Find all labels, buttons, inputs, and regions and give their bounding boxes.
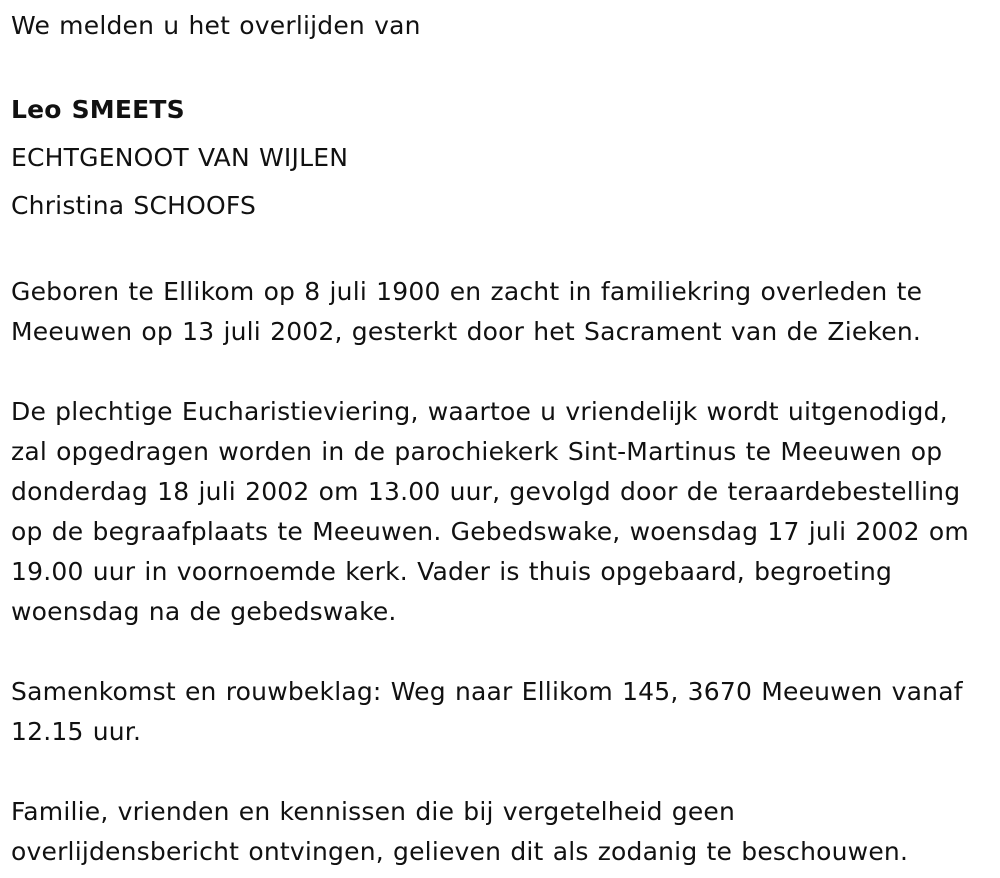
intro-text: We melden u het overlijden van <box>11 11 421 40</box>
spacer <box>11 230 1000 272</box>
deceased-name: Leo SMEETS <box>11 95 185 124</box>
paragraph-line: woensdag na de gebedswake. <box>11 597 397 626</box>
paragraph-gathering <box>11 672 1000 752</box>
paragraph-line: De plechtige Eucharistieviering, waartoe u vriendelijk wordt uitgenodigd, <box>11 397 948 426</box>
relation-label: ECHTGENOOT VAN WIJLEN <box>11 143 349 172</box>
spacer <box>11 46 1000 86</box>
paragraph-family <box>11 792 1000 872</box>
paragraph-line: zal opgedragen worden in de parochiekerk Sint-Martinus te Meeuwen op <box>11 437 943 466</box>
paragraph-line: Geboren te Ellikom op 8 juli 1900 en zacht in familiekring overleden te <box>11 277 923 306</box>
paragraph-line: Familie, vrienden en kennissen die bij vergetelheid geen <box>11 797 736 826</box>
paragraph-service <box>11 392 1000 632</box>
spacer <box>11 752 1000 792</box>
spacer <box>11 352 1000 392</box>
paragraph-birth <box>11 272 1000 352</box>
paragraph-line: op de begraafplaats te Meeuwen. Gebedswake, woensdag 17 juli 2002 om <box>11 517 969 546</box>
paragraph-line: overlijdensbericht ontvingen, gelieven dit als zodanig te beschouwen. <box>11 837 909 866</box>
spacer <box>11 632 1000 672</box>
paragraph-line: Meeuwen op 13 juli 2002, gesterkt door het Sacrament van de Zieken. <box>11 317 922 346</box>
paragraph-line: Samenkomst en rouwbeklag: Weg naar Ellikom 145, 3670 Meeuwen vanaf <box>11 677 963 706</box>
paragraph-line: 19.00 uur in voornoemde kerk. Vader is thuis opgebaard, begroeting <box>11 557 893 586</box>
paragraph-line: donderdag 18 juli 2002 om 13.00 uur, gevolgd door de teraardebestelling <box>11 477 961 506</box>
spouse-name: Christina SCHOOFS <box>11 191 257 220</box>
paragraph-line: 12.15 uur. <box>11 717 142 746</box>
